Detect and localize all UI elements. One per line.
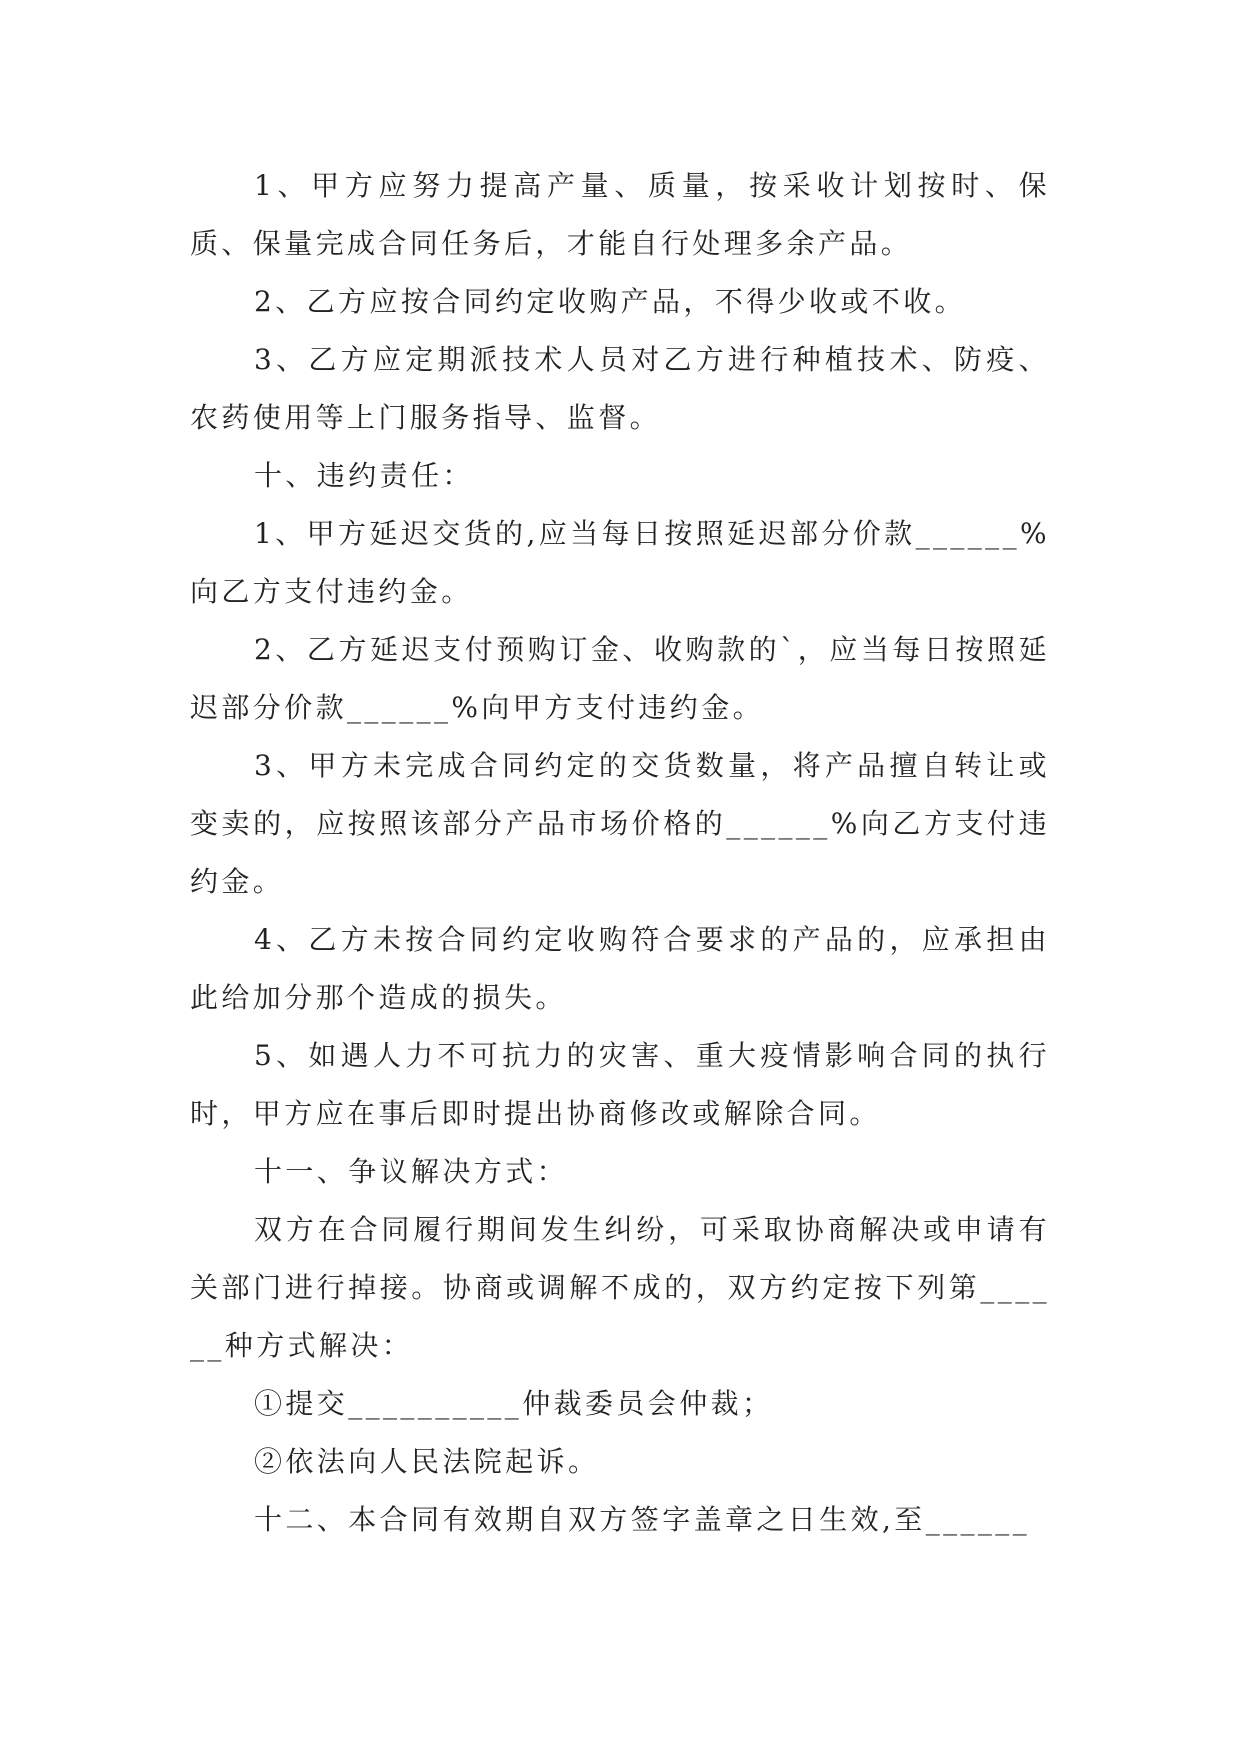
clause-3-technical-guidance: 3、乙方应定期派技术人员对乙方进行种植技术、防疫、农药使用等上门服务指导、监督。	[190, 343, 1050, 434]
dispute-option-arbitration: ①提交__________仲裁委员会仲裁；	[254, 1387, 774, 1420]
clause-2-purchase-obligation: 2、乙方应按合同约定收购产品，不得少收或不收。	[254, 285, 967, 318]
section-heading-dispute-resolution: 十一、争议解决方式：	[254, 1155, 569, 1188]
breach-clause-5-force-majeure: 5、如遇人力不可抗力的灾害、重大疫情影响合同的执行时，甲方应在事后即时提出协商修改或解除合同。	[190, 1039, 1050, 1130]
section-heading-breach-liability: 十、违约责任：	[254, 459, 474, 492]
clause-1-output-quality: 1、甲方应努力提高产量、质量，按采收计划按时、保质、保量完成合同任务后，才能自行处理多余产品。	[190, 169, 1050, 260]
breach-clause-1-late-delivery: 1、甲方延迟交货的,应当每日按照延迟部分价款______%向乙方支付违约金。	[190, 517, 1050, 608]
section-heading-validity-period: 十二、本合同有效期自双方签字盖章之日生效,至______	[254, 1503, 1031, 1536]
breach-clause-3-unauthorized-sale: 3、甲方未完成合同约定的交货数量，将产品擅自转让或变卖的，应按照该部分产品市场价格的______%向乙方支付违约金。	[190, 749, 1050, 898]
breach-clause-4-failure-to-purchase: 4、乙方未按合同约定收购符合要求的产品的，应承担由此给加分那个造成的损失。	[190, 923, 1050, 1014]
dispute-option-court: ②依法向人民法院起诉。	[254, 1445, 600, 1478]
breach-clause-2-late-payment: 2、乙方延迟支付预购订金、收购款的`，应当每日按照延迟部分价款______%向甲方支付违约金。	[190, 633, 1050, 724]
dispute-resolution-text: 双方在合同履行期间发生纠纷，可采取协商解决或申请有关部门进行掉接。协商或调解不成的，双方约定按下列第______种方式解决：	[190, 1213, 1050, 1362]
contract-body	[190, 157, 1050, 1549]
